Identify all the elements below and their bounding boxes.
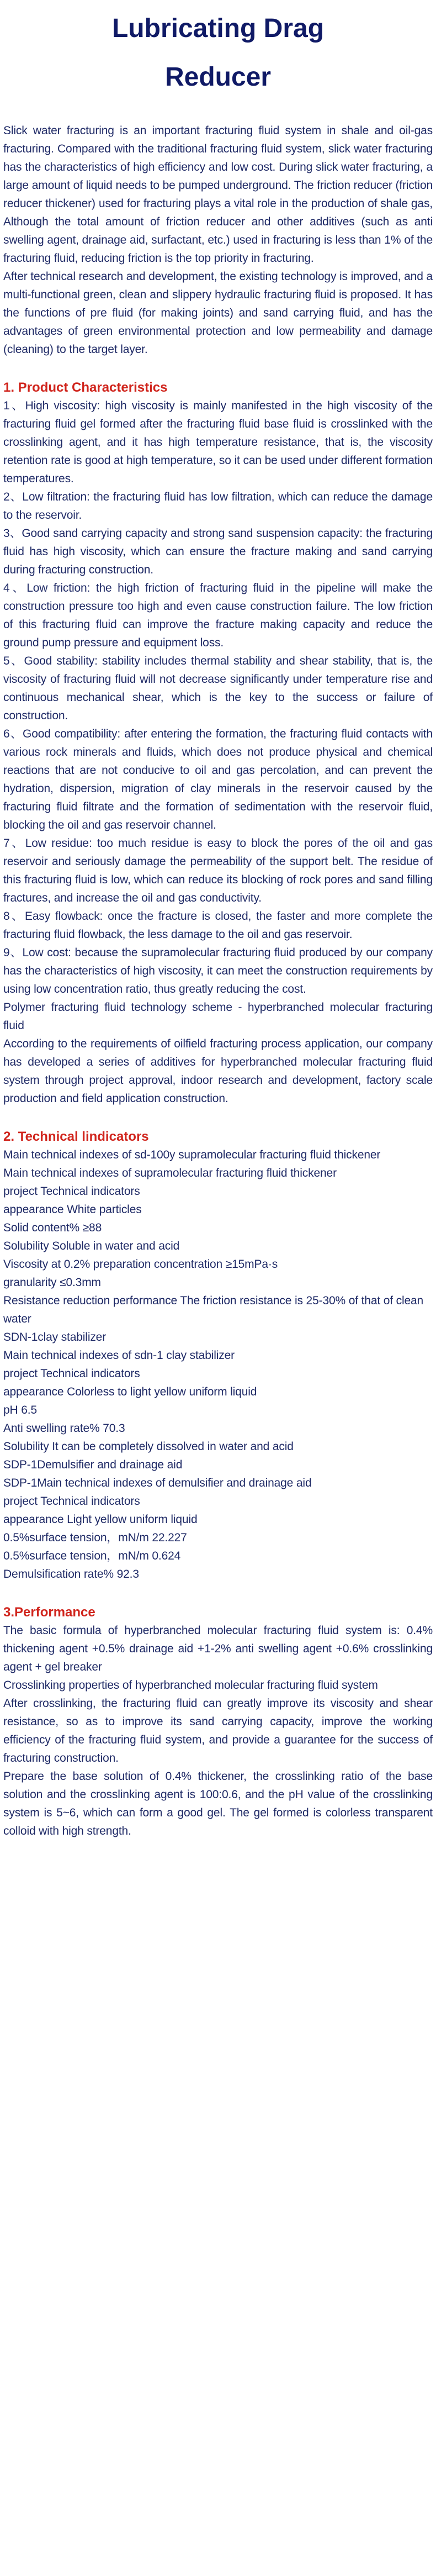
indicator-line: Main technical indexes of supramolecular fracturing fluid thickener — [3, 1167, 337, 1179]
indicator-line: Viscosity at 0.2% preparation concentration ≥15mPa·s — [3, 1258, 278, 1271]
characteristic-item: Polymer fracturing fluid technology scheme - hyperbranched molecular fracturing fluid — [3, 1001, 433, 1032]
title-line-1: Lubricating Drag — [111, 14, 325, 43]
title-line-2: Reducer — [164, 62, 272, 92]
indicator-line: Demulsification rate% 92.3 — [3, 1568, 139, 1581]
indicator-line: 0.5%surface tension，mN/m 0.624 — [3, 1550, 181, 1562]
indicator-line: appearance White particles — [3, 1203, 142, 1216]
intro-paragraph: After technical research and development, the existing technology is improved, and a multi-functional green, clean and slippery hydraulic fracturing fluid is proposed. It has the functions of pre fluid (for making joints) and sand carrying fluid, and has the advantages of green environmental protection and low permeability and damage (cleaning) to the target layer. — [3, 270, 433, 356]
performance-item: Crosslinking properties of hyperbranched molecular fracturing fluid system — [3, 1679, 378, 1692]
performance-item: The basic formula of hyperbranched molecular fracturing fluid system is: 0.4% thickening agent +0.5% drainage aid +1-2% anti swelling agent +0.6% crosslinking agent + gel breaker — [3, 1624, 433, 1673]
intro-section — [3, 122, 433, 359]
section-heading-indicators: 2. Technical lindicators — [3, 1129, 149, 1144]
indicator-line: project Technical indicators — [3, 1367, 140, 1380]
characteristic-item: 6、Good compatibility: after entering the formation, the fracturing fluid contacts with various rock minerals and fluids, which does not produce physical and chemical reactions that are not conducive to oil and gas percolation, and can prevent the hydration, dispersion, migration of clay minerals in the reservoir caused by the fracturing fluid filtrate and the formation of sedimentation with the reservoir fluid, blocking the oil and gas reservoir channel. — [3, 728, 433, 831]
performance-item: After crosslinking, the fracturing fluid can greatly improve its viscosity and shear resistance, so as to improve its sand carrying capacity, improve the working efficiency of the fracturing fluid system, and provide a guarantee for the success of fracturing construction. — [3, 1697, 433, 1764]
indicator-line: project Technical indicators — [3, 1495, 140, 1508]
characteristic-item: 3、Good sand carrying capacity and strong sand suspension capacity: the fracturing fluid has high viscosity, which can ensure the fracture making and sand carrying during fracturing construction. — [3, 527, 433, 576]
indicator-line: pH 6.5 — [3, 1404, 37, 1416]
characteristic-item: 1、High viscosity: high viscosity is mainly manifested in the high viscosity of the fracturing fluid gel formed after the fracturing fluid base fluid is crosslinked with the crosslinking agent, and it has high temperature resistance, that is, the viscosity retention rate is good at high temperature, so it can be used under different formation temperatures. — [3, 399, 433, 485]
section-heading-characteristics: 1. Product Characteristics — [3, 380, 168, 395]
indicator-line: appearance Light yellow uniform liquid — [3, 1513, 198, 1526]
section-heading-performance: 3.Performance — [3, 1605, 95, 1620]
indicator-line: granularity ≤0.3mm — [3, 1276, 101, 1289]
indicator-line: Solubility It can be completely dissolved in water and acid — [3, 1440, 294, 1453]
characteristic-item: 8、Easy flowback: once the fracture is closed, the faster and more complete the fracturing fluid flowback, the less damage to the oil and gas reservoir. — [3, 910, 433, 941]
indicator-line: Anti swelling rate% 70.3 — [3, 1422, 125, 1435]
performance-section — [3, 1603, 433, 1840]
indicator-line: 0.5%surface tension，mN/m 22.227 — [3, 1531, 187, 1544]
technical-indicators-section — [3, 1128, 433, 1583]
intro-paragraph: Slick water fracturing is an important fracturing fluid system in shale and oil-gas fracturing. Compared with the traditional fracturing fluid system, slick water fracturing has the characteristics of high efficiency and low cost. During slick water fracturing, a large amount of liquid needs to be pumped underground. The friction reducer (friction reducer thickener) used for fracturing plays a vital role in the production of shale gas, Although the total amount of friction reducer and other additives (such as anti swelling agent, drainage aid, surfactant, etc.) used in fracturing is less than 1% of the fracturing fluid, reducing friction is the top priority in fracturing. — [3, 124, 433, 265]
indicator-line: SDP-1Main technical indexes of demulsifier and drainage aid — [3, 1477, 312, 1489]
indicator-line: Solid content% ≥88 — [3, 1221, 102, 1234]
characteristic-item: 4、Low friction: the high friction of fracturing fluid in the pipeline will make the construction pressure too high and even cause construction failure. The low friction of this fracturing fluid can improve the fracture making capacity and reduce the ground pump pressure and equipment loss. — [3, 582, 433, 649]
page-title — [3, 4, 433, 102]
indicator-line: Solubility Soluble in water and acid — [3, 1240, 180, 1252]
indicator-line: Main technical indexes of sdn-1 clay stabilizer — [3, 1349, 235, 1362]
indicator-line: SDN-1clay stabilizer — [3, 1331, 107, 1344]
product-characteristics-section — [3, 378, 433, 1108]
characteristic-item: 7、Low residue: too much residue is easy to block the pores of the oil and gas reservoir and seriously damage the permeability of the support belt. The residue of this fracturing fluid is low, which can reduce its blocking of rock pores and sand filling fractures, and increase the oil and gas conductivity. — [3, 837, 433, 904]
indicator-line: Main technical indexes of sd-100y supramolecular fracturing fluid thickener — [3, 1149, 381, 1161]
indicator-line: Resistance reduction performance The friction resistance is 25-30% of that of clean water — [3, 1294, 424, 1325]
indicator-line: SDP-1Demulsifier and drainage aid — [3, 1458, 183, 1471]
indicator-line: appearance Colorless to light yellow uniform liquid — [3, 1386, 257, 1398]
performance-item: Prepare the base solution of 0.4% thickener, the crosslinking ratio of the base solution and the crosslinking agent is 100:0.6, and the pH value of the crosslinking system is 5~6, which can form a good gel. The gel formed is colorless transparent colloid with high strength. — [3, 1770, 433, 1837]
characteristic-item: According to the requirements of oilfield fracturing process application, our company has developed a series of additives for hyperbranched molecular fracturing fluid system through project approval, indoor research and development, factory scale production and field application construction. — [3, 1037, 433, 1105]
indicator-line: project Technical indicators — [3, 1185, 140, 1198]
characteristic-item: 5、Good stability: stability includes thermal stability and shear stability, that is, the viscosity of fracturing fluid will not decrease significantly under temperature rise and continuous mechanical shear, which is the key to the success or failure of construction. — [3, 655, 433, 722]
characteristic-item: 2、Low filtration: the fracturing fluid has low filtration, which can reduce the damage to the reservoir. — [3, 491, 433, 521]
characteristic-item: 9、Low cost: because the supramolecular fracturing fluid produced by our company has the characteristics of high viscosity, it can meet the construction requirements by using low concentration ratio, thus greatly reducing the cost. — [3, 946, 433, 995]
